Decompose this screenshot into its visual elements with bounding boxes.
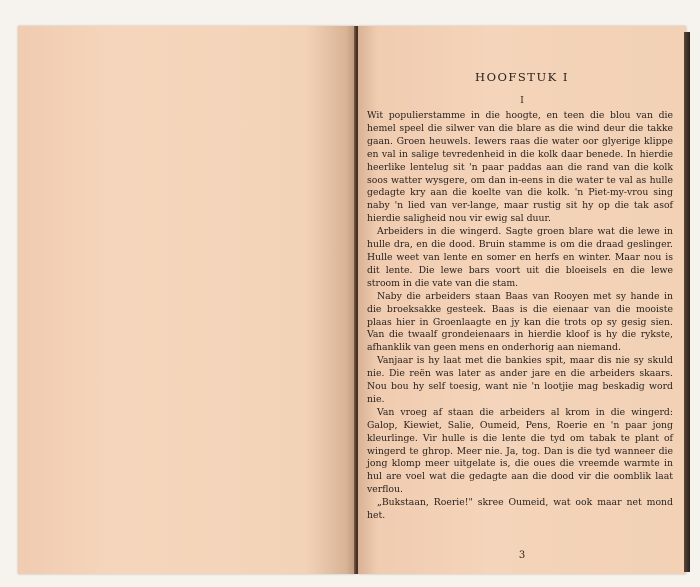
paragraph: Naby die arbeiders staan Baas van Rooyen met sy hande in die broeksakke gesteek. Baas is die eienaar van die mooiste plaas hier in Groenlaagte en jy kan die trots op sy gesig sien. Van die twaalf grondeienaars in hierdie kloof is hy die rykste, afhanklik van geen mens en onderhorig aan niemand. [367, 290, 673, 354]
page-number: 3 [518, 550, 526, 561]
paragraph: Wit populierstamme in die hoogte, en teen die blou van die hemel speel die silwer van die blare as die wind deur die takke gaan. Groen heuwels. Iewers raas die water oor glyerige klippe en val in salige tevredenheid in die kolk daar benede. In hierdie heerlike lentelug sit 'n paar paddas aan die rand van die kolk soos watter wysgere, om dan in-eens in die water te val as hulle gedagte kry aan die koelte van die kolk. 'n Piet-my-vrou sing naby 'n lied van ver-lange, maar rustig sit hy op die tak asof hierdie saligheid nou vir ewig sal duur. [367, 110, 673, 225]
section-number: I [520, 96, 524, 106]
page-edge [684, 32, 690, 572]
right-page [358, 26, 686, 574]
left-page-blank [18, 26, 356, 574]
paragraph: Vanjaar is hy laat met die bankies spit, maar dis nie sy skuld nie. Die reën was later as ander jare en die arbeiders skaars. Nou bou hy self toesig, want nie 'n lootjie mag beskadig word nie. [367, 355, 673, 405]
paragraph: Van vroeg af staan die arbeiders al krom in die wingerd: Galop, Kiewiet, Salie, Oumeid, Pens, Roerie en 'n paar jong kleurlinge. Vir hulle is die lente die tyd om tabak te plant of wingerd te ghrop. Meer nie. Ja, tog. Dan is die tyd wanneer die jong klomp meer uitgelate is, die oues die vreemde warmte in hul are voel wat die gedagte aan die dood vir die oomblik laat verflou. [367, 406, 673, 496]
paragraph: Arbeiders in die wingerd. Sagte groen blare wat die lewe in hulle dra, en die dood. Bruin stamme is om die draad geslinger. Hulle weet van lente en somer en herfs en winter. Maar nou is dit lente. Die lewe bars voort uit die bloeisels en die lewe stroom in die vate van die stam. [367, 226, 673, 289]
open-book [8, 18, 692, 578]
body-text [367, 110, 673, 523]
paragraph: „Bukstaan, Roerie!" skree Oumeid, wat ook maar net mond het. [367, 497, 673, 522]
chapter-title: HOOFSTUK I [475, 70, 569, 84]
